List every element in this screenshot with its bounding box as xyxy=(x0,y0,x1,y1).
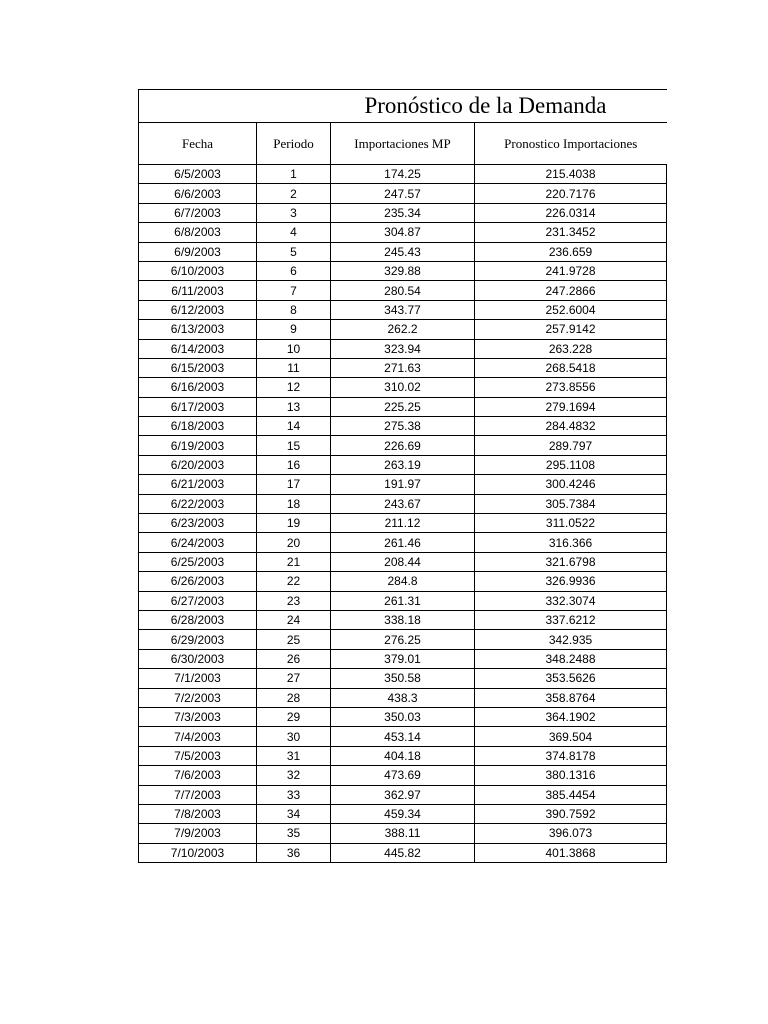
table-row xyxy=(139,300,667,319)
cell-importaciones: 275.38 xyxy=(331,417,475,436)
cell-pronostico: 289.797 xyxy=(475,436,667,455)
table-row xyxy=(139,378,667,397)
cell-periodo: 31 xyxy=(257,746,331,765)
cell-periodo: 12 xyxy=(257,378,331,397)
cell-importaciones: 445.82 xyxy=(331,843,475,862)
forecast-table xyxy=(138,89,667,863)
cell-periodo: 23 xyxy=(257,591,331,610)
cell-fecha: 6/27/2003 xyxy=(139,591,257,610)
cell-fecha: 6/21/2003 xyxy=(139,475,257,494)
cell-importaciones: 323.94 xyxy=(331,339,475,358)
cell-periodo: 13 xyxy=(257,397,331,416)
cell-pronostico: 326.9936 xyxy=(475,572,667,591)
cell-fecha: 6/24/2003 xyxy=(139,533,257,552)
cell-pronostico: 385.4454 xyxy=(475,785,667,804)
cell-importaciones: 247.57 xyxy=(331,184,475,203)
cell-periodo: 21 xyxy=(257,552,331,571)
cell-pronostico: 300.4246 xyxy=(475,475,667,494)
column-header-importaciones: Importaciones MP xyxy=(331,123,475,165)
cell-periodo: 32 xyxy=(257,766,331,785)
cell-fecha: 6/23/2003 xyxy=(139,514,257,533)
cell-periodo: 11 xyxy=(257,358,331,377)
table-row xyxy=(139,320,667,339)
cell-pronostico: 252.6004 xyxy=(475,300,667,319)
cell-pronostico: 241.9728 xyxy=(475,261,667,280)
cell-fecha: 6/15/2003 xyxy=(139,358,257,377)
cell-pronostico: 390.7592 xyxy=(475,804,667,823)
table-row xyxy=(139,165,667,184)
cell-pronostico: 348.2488 xyxy=(475,649,667,668)
cell-periodo: 33 xyxy=(257,785,331,804)
cell-pronostico: 380.1316 xyxy=(475,766,667,785)
cell-fecha: 6/6/2003 xyxy=(139,184,257,203)
cell-importaciones: 329.88 xyxy=(331,261,475,280)
cell-fecha: 7/8/2003 xyxy=(139,804,257,823)
cell-pronostico: 358.8764 xyxy=(475,688,667,707)
table-row xyxy=(139,785,667,804)
table-row xyxy=(139,261,667,280)
cell-pronostico: 316.366 xyxy=(475,533,667,552)
column-header-fecha: Fecha xyxy=(139,123,257,165)
table-row xyxy=(139,630,667,649)
table-row xyxy=(139,514,667,533)
cell-fecha: 6/9/2003 xyxy=(139,242,257,261)
cell-fecha: 6/16/2003 xyxy=(139,378,257,397)
cell-importaciones: 226.69 xyxy=(331,436,475,455)
cell-importaciones: 261.31 xyxy=(331,591,475,610)
cell-pronostico: 226.0314 xyxy=(475,203,667,222)
cell-fecha: 6/25/2003 xyxy=(139,552,257,571)
cell-fecha: 6/13/2003 xyxy=(139,320,257,339)
cell-fecha: 6/19/2003 xyxy=(139,436,257,455)
cell-fecha: 6/28/2003 xyxy=(139,610,257,629)
table-row xyxy=(139,610,667,629)
cell-importaciones: 271.63 xyxy=(331,358,475,377)
cell-pronostico: 311.0522 xyxy=(475,514,667,533)
cell-pronostico: 257.9142 xyxy=(475,320,667,339)
cell-importaciones: 261.46 xyxy=(331,533,475,552)
cell-periodo: 8 xyxy=(257,300,331,319)
cell-importaciones: 191.97 xyxy=(331,475,475,494)
cell-periodo: 24 xyxy=(257,610,331,629)
cell-fecha: 6/10/2003 xyxy=(139,261,257,280)
cell-periodo: 14 xyxy=(257,417,331,436)
cell-fecha: 7/10/2003 xyxy=(139,843,257,862)
cell-pronostico: 236.659 xyxy=(475,242,667,261)
cell-pronostico: 396.073 xyxy=(475,824,667,843)
cell-fecha: 7/3/2003 xyxy=(139,707,257,726)
cell-periodo: 9 xyxy=(257,320,331,339)
cell-periodo: 18 xyxy=(257,494,331,513)
cell-pronostico: 332.3074 xyxy=(475,591,667,610)
header-row xyxy=(139,123,667,165)
cell-periodo: 17 xyxy=(257,475,331,494)
table-row xyxy=(139,591,667,610)
cell-pronostico: 220.7176 xyxy=(475,184,667,203)
cell-pronostico: 273.8556 xyxy=(475,378,667,397)
cell-pronostico: 353.5626 xyxy=(475,669,667,688)
column-header-pronostico: Pronostico Importaciones xyxy=(475,123,667,165)
cell-importaciones: 262.2 xyxy=(331,320,475,339)
cell-importaciones: 276.25 xyxy=(331,630,475,649)
cell-pronostico: 305.7384 xyxy=(475,494,667,513)
cell-periodo: 30 xyxy=(257,727,331,746)
cell-fecha: 6/7/2003 xyxy=(139,203,257,222)
table-row xyxy=(139,281,667,300)
cell-periodo: 36 xyxy=(257,843,331,862)
table-row xyxy=(139,552,667,571)
cell-periodo: 16 xyxy=(257,455,331,474)
cell-pronostico: 268.5418 xyxy=(475,358,667,377)
cell-fecha: 7/6/2003 xyxy=(139,766,257,785)
cell-importaciones: 338.18 xyxy=(331,610,475,629)
cell-importaciones: 174.25 xyxy=(331,165,475,184)
cell-periodo: 1 xyxy=(257,165,331,184)
cell-fecha: 7/9/2003 xyxy=(139,824,257,843)
cell-importaciones: 243.67 xyxy=(331,494,475,513)
cell-fecha: 6/18/2003 xyxy=(139,417,257,436)
cell-fecha: 6/11/2003 xyxy=(139,281,257,300)
cell-importaciones: 304.87 xyxy=(331,223,475,242)
cell-periodo: 35 xyxy=(257,824,331,843)
cell-importaciones: 235.34 xyxy=(331,203,475,222)
column-header-periodo: Periodo xyxy=(257,123,331,165)
cell-importaciones: 388.11 xyxy=(331,824,475,843)
cell-fecha: 6/17/2003 xyxy=(139,397,257,416)
cell-importaciones: 453.14 xyxy=(331,727,475,746)
table-row xyxy=(139,746,667,765)
table-row xyxy=(139,339,667,358)
cell-pronostico: 295.1108 xyxy=(475,455,667,474)
cell-importaciones: 225.25 xyxy=(331,397,475,416)
cell-fecha: 6/30/2003 xyxy=(139,649,257,668)
cell-periodo: 34 xyxy=(257,804,331,823)
cell-periodo: 2 xyxy=(257,184,331,203)
cell-fecha: 6/22/2003 xyxy=(139,494,257,513)
cell-pronostico: 374.8178 xyxy=(475,746,667,765)
cell-periodo: 4 xyxy=(257,223,331,242)
table-row xyxy=(139,707,667,726)
table-row xyxy=(139,533,667,552)
cell-fecha: 6/29/2003 xyxy=(139,630,257,649)
table-row xyxy=(139,475,667,494)
table-row xyxy=(139,358,667,377)
cell-periodo: 7 xyxy=(257,281,331,300)
cell-importaciones: 379.01 xyxy=(331,649,475,668)
table-row xyxy=(139,649,667,668)
table-row xyxy=(139,843,667,862)
cell-fecha: 6/5/2003 xyxy=(139,165,257,184)
cell-fecha: 7/2/2003 xyxy=(139,688,257,707)
cell-importaciones: 438.3 xyxy=(331,688,475,707)
table-row xyxy=(139,184,667,203)
cell-periodo: 20 xyxy=(257,533,331,552)
table-row xyxy=(139,436,667,455)
cell-importaciones: 343.77 xyxy=(331,300,475,319)
table-row xyxy=(139,242,667,261)
cell-importaciones: 404.18 xyxy=(331,746,475,765)
cell-pronostico: 279.1694 xyxy=(475,397,667,416)
cell-periodo: 25 xyxy=(257,630,331,649)
cell-importaciones: 350.58 xyxy=(331,669,475,688)
cell-periodo: 5 xyxy=(257,242,331,261)
table-row xyxy=(139,417,667,436)
cell-fecha: 6/26/2003 xyxy=(139,572,257,591)
cell-importaciones: 245.43 xyxy=(331,242,475,261)
table-row xyxy=(139,223,667,242)
cell-importaciones: 350.03 xyxy=(331,707,475,726)
cell-pronostico: 337.6212 xyxy=(475,610,667,629)
cell-importaciones: 459.34 xyxy=(331,804,475,823)
cell-pronostico: 284.4832 xyxy=(475,417,667,436)
table-row xyxy=(139,455,667,474)
cell-importaciones: 362.97 xyxy=(331,785,475,804)
cell-pronostico: 321.6798 xyxy=(475,552,667,571)
cell-periodo: 29 xyxy=(257,707,331,726)
cell-periodo: 3 xyxy=(257,203,331,222)
cell-pronostico: 247.2866 xyxy=(475,281,667,300)
cell-importaciones: 280.54 xyxy=(331,281,475,300)
cell-importaciones: 284.8 xyxy=(331,572,475,591)
cell-fecha: 7/5/2003 xyxy=(139,746,257,765)
cell-fecha: 6/14/2003 xyxy=(139,339,257,358)
cell-fecha: 7/1/2003 xyxy=(139,669,257,688)
cell-fecha: 6/8/2003 xyxy=(139,223,257,242)
table-row xyxy=(139,669,667,688)
cell-fecha: 6/12/2003 xyxy=(139,300,257,319)
cell-pronostico: 263.228 xyxy=(475,339,667,358)
cell-fecha: 7/4/2003 xyxy=(139,727,257,746)
cell-fecha: 6/20/2003 xyxy=(139,455,257,474)
cell-periodo: 26 xyxy=(257,649,331,668)
table-row xyxy=(139,804,667,823)
cell-periodo: 19 xyxy=(257,514,331,533)
cell-importaciones: 263.19 xyxy=(331,455,475,474)
cell-importaciones: 473.69 xyxy=(331,766,475,785)
table-row xyxy=(139,397,667,416)
table-row xyxy=(139,766,667,785)
cell-periodo: 22 xyxy=(257,572,331,591)
cell-pronostico: 231.3452 xyxy=(475,223,667,242)
cell-periodo: 15 xyxy=(257,436,331,455)
cell-periodo: 28 xyxy=(257,688,331,707)
table-row xyxy=(139,494,667,513)
cell-pronostico: 401.3868 xyxy=(475,843,667,862)
table-row xyxy=(139,688,667,707)
cell-importaciones: 211.12 xyxy=(331,514,475,533)
cell-fecha: 7/7/2003 xyxy=(139,785,257,804)
cell-pronostico: 215.4038 xyxy=(475,165,667,184)
cell-importaciones: 208.44 xyxy=(331,552,475,571)
cell-pronostico: 369.504 xyxy=(475,727,667,746)
cell-pronostico: 364.1902 xyxy=(475,707,667,726)
cell-pronostico: 342.935 xyxy=(475,630,667,649)
table-row xyxy=(139,727,667,746)
cell-periodo: 27 xyxy=(257,669,331,688)
cell-periodo: 6 xyxy=(257,261,331,280)
spreadsheet xyxy=(138,89,666,863)
table-row xyxy=(139,203,667,222)
title-row xyxy=(139,90,667,123)
table-title: Pronóstico de la Demanda xyxy=(139,90,667,123)
cell-periodo: 10 xyxy=(257,339,331,358)
table-row xyxy=(139,572,667,591)
table-row xyxy=(139,824,667,843)
cell-importaciones: 310.02 xyxy=(331,378,475,397)
